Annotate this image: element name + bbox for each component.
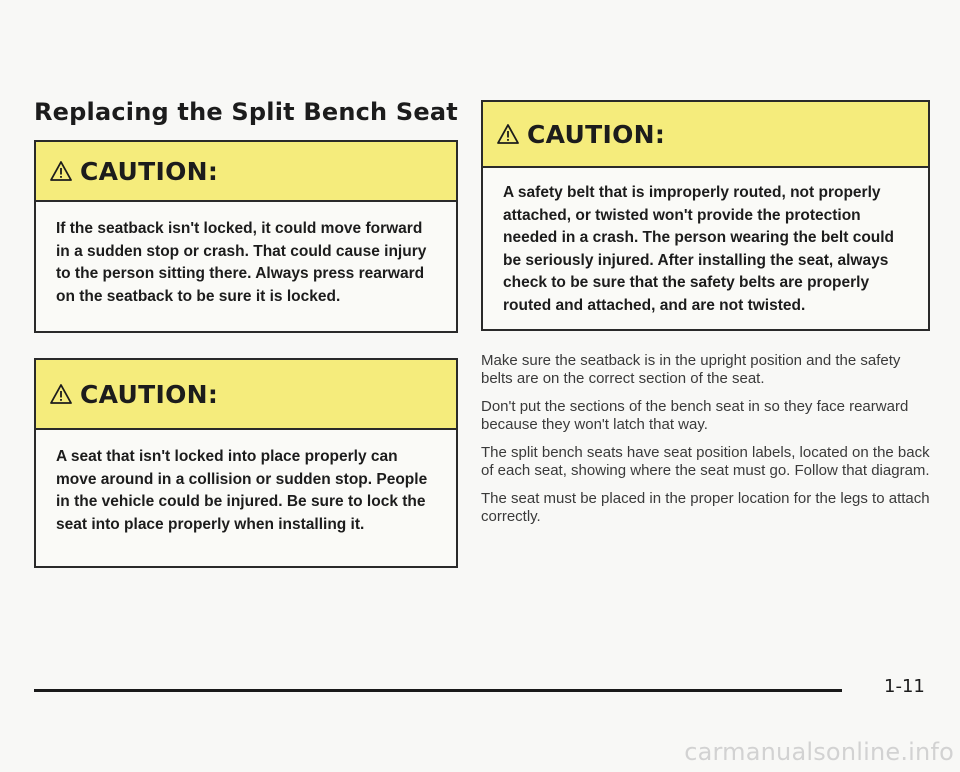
instruction-paragraphs	[481, 352, 936, 536]
watermark: carmanualsonline.info	[684, 738, 954, 766]
caution-label: CAUTION:	[527, 119, 666, 149]
caution-box-safety-belt	[481, 100, 930, 331]
paragraph: The seat must be placed in the proper location for the legs to attach correctly.	[481, 490, 930, 525]
paragraph: Make sure the seatback is in the upright position and the safety belts are on the correct section of the seat.	[481, 352, 901, 387]
caution-header	[483, 102, 928, 168]
caution-label: CAUTION:	[80, 379, 219, 409]
warning-triangle-icon	[50, 384, 72, 404]
caution-text: If the seatback isn't locked, it could move forward in a sudden stop or crash. That could cause injury to the person sitting there. Always press rearward on the seatback to be sure it is locked.	[56, 220, 427, 305]
caution-text: A safety belt that is improperly routed, not properly attached, or twisted won't provide the protection needed in a crash. The person wearing the belt could be seriously injured. After installing the seat, always check to be sure that the safety belts are properly routed and attached, and are not twisted.	[503, 184, 895, 314]
page-number: 1-11	[884, 676, 925, 697]
paragraph: Don't put the sections of the bench seat in so they face rearward because they won't latch that way.	[481, 398, 909, 433]
caution-header	[36, 360, 456, 430]
caution-box-seatback	[34, 140, 458, 333]
caution-header	[36, 142, 456, 202]
caution-box-seat-lock	[34, 358, 458, 568]
section-title: Replacing the Split Bench Seat	[34, 98, 458, 126]
footer-rule	[34, 689, 842, 692]
paragraph: The split bench seats have seat position labels, located on the back of each seat, showing where the seat must go. Follow that diagram.	[481, 444, 930, 479]
warning-triangle-icon	[497, 124, 519, 144]
warning-triangle-icon	[50, 161, 72, 181]
caution-label: CAUTION:	[80, 156, 219, 186]
caution-text: A seat that isn't locked into place properly can move around in a collision or sudden stop. People in the vehicle could be injured. Be sure to lock the seat into place properly when installing it.	[56, 448, 428, 533]
